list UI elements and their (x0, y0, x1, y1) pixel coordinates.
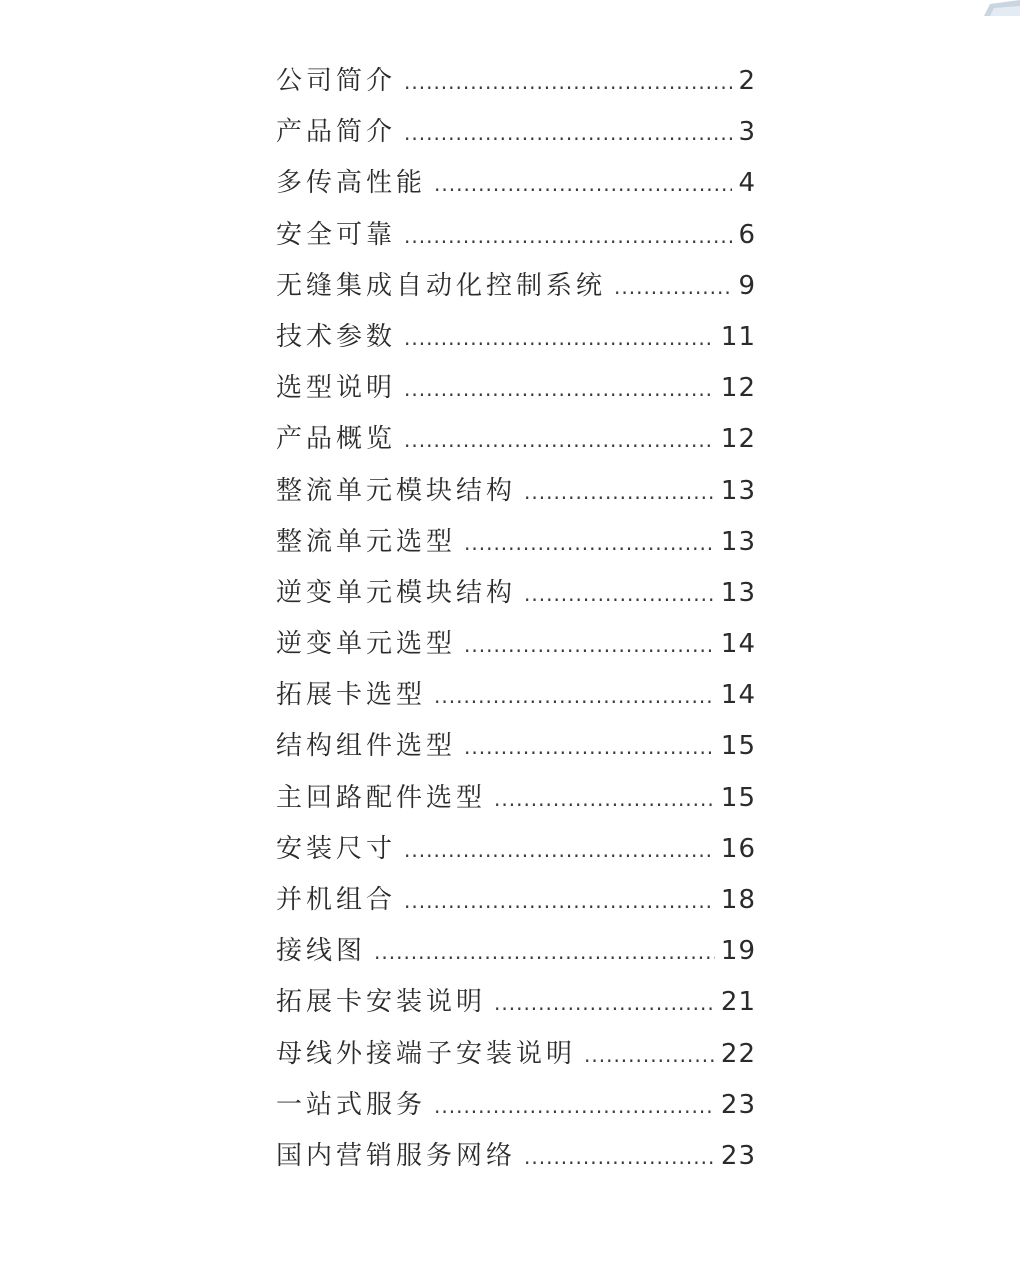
toc-dot-leader (404, 415, 715, 466)
toc-dot-leader (524, 467, 715, 518)
toc-entry-title: 选型说明 (276, 373, 397, 404)
toc-entry-title: 结构组件选型 (276, 731, 457, 762)
toc-entry (276, 670, 756, 721)
toc-dot-leader (374, 927, 715, 978)
toc-entry-title: 安装尺寸 (276, 833, 397, 864)
toc-dot-leader (404, 57, 732, 108)
toc-entry-page-number: 19 (720, 936, 756, 967)
toc-entry-title: 母线外接端子安装说明 (276, 1038, 577, 1069)
toc-entry-title: 整流单元模块结构 (276, 475, 517, 506)
toc-dot-leader (434, 1081, 715, 1132)
toc-entry (276, 261, 756, 312)
toc-dot-leader (404, 364, 715, 415)
toc-entry-page-number: 6 (738, 219, 756, 250)
toc-dot-leader (614, 262, 732, 313)
toc-entry-page-number: 13 (720, 475, 756, 506)
toc-entry-page-number: 15 (720, 782, 756, 813)
toc-entry-page-number: 23 (720, 1140, 756, 1171)
toc-entry (276, 977, 756, 1028)
toc-entry-page-number: 11 (720, 321, 756, 352)
toc-dot-leader (404, 313, 715, 364)
table-of-contents (276, 56, 756, 1182)
toc-entry-page-number: 4 (738, 168, 756, 199)
toc-entry-title: 主回路配件选型 (276, 782, 487, 813)
toc-entry (276, 158, 756, 209)
toc-dot-leader (404, 108, 732, 159)
toc-entry (276, 1029, 756, 1080)
toc-dot-leader (434, 671, 715, 722)
toc-entry (276, 363, 756, 414)
toc-entry-page-number: 14 (720, 629, 756, 660)
toc-entry-title: 公司简介 (276, 66, 397, 96)
toc-entry (276, 1131, 756, 1182)
toc-entry (276, 1080, 756, 1131)
toc-entry (276, 721, 756, 772)
toc-dot-leader (404, 211, 732, 262)
toc-entry-page-number: 9 (738, 270, 756, 301)
toc-entry-page-number: 12 (720, 373, 756, 404)
toc-entry-page-number: 12 (720, 424, 756, 455)
toc-entry-title: 多传高性能 (276, 168, 427, 199)
toc-entry-page-number: 13 (720, 526, 756, 557)
toc-dot-leader (404, 876, 715, 927)
toc-entry (276, 773, 756, 824)
toc-entry-page-number: 3 (738, 117, 756, 148)
toc-entry (276, 824, 756, 875)
toc-dot-leader (584, 1030, 715, 1081)
toc-entry (276, 414, 756, 465)
toc-dot-leader (404, 825, 715, 876)
toc-dot-leader (524, 569, 715, 620)
toc-entry-title: 产品概览 (276, 424, 397, 455)
toc-entry (276, 56, 756, 107)
toc-entry-title: 并机组合 (276, 885, 397, 915)
toc-dot-leader (494, 774, 715, 825)
toc-entry-page-number: 23 (720, 1089, 756, 1120)
toc-dot-leader (524, 1132, 715, 1183)
corner-decoration (980, 0, 1020, 16)
toc-entry (276, 517, 756, 568)
toc-entry-title: 逆变单元选型 (276, 629, 457, 660)
toc-dot-leader (464, 620, 715, 671)
toc-entry (276, 926, 756, 977)
toc-entry-title: 安全可靠 (276, 219, 397, 250)
toc-entry-title: 逆变单元模块结构 (276, 577, 517, 608)
toc-entry-title: 技术参数 (276, 321, 397, 352)
toc-dot-leader (434, 159, 732, 210)
toc-entry (276, 312, 756, 363)
toc-entry-page-number: 15 (720, 731, 756, 762)
toc-entry (276, 568, 756, 619)
toc-entry-title: 产品简介 (276, 117, 397, 148)
toc-entry-page-number: 16 (720, 833, 756, 864)
toc-entry (276, 210, 756, 261)
toc-entry-title: 无缝集成自动化控制系统 (276, 270, 607, 301)
toc-entry (276, 107, 756, 158)
toc-entry-title: 接线图 (276, 936, 367, 967)
toc-entry-page-number: 2 (738, 66, 756, 96)
toc-entry (276, 466, 756, 517)
toc-entry-title: 国内营销服务网络 (276, 1140, 517, 1171)
toc-entry-page-number: 21 (720, 987, 756, 1018)
toc-entry-title: 一站式服务 (276, 1089, 427, 1120)
toc-dot-leader (464, 518, 715, 569)
toc-entry-title: 拓展卡安装说明 (276, 987, 487, 1018)
toc-dot-leader (464, 722, 715, 773)
toc-entry-page-number: 13 (720, 577, 756, 608)
toc-entry-title: 整流单元选型 (276, 526, 457, 557)
toc-entry-page-number: 22 (720, 1038, 756, 1069)
toc-entry-title: 拓展卡选型 (276, 680, 427, 711)
toc-entry (276, 619, 756, 670)
toc-entry-page-number: 18 (720, 885, 756, 915)
toc-entry-page-number: 14 (720, 680, 756, 711)
toc-entry (276, 875, 756, 926)
toc-dot-leader (494, 978, 715, 1029)
